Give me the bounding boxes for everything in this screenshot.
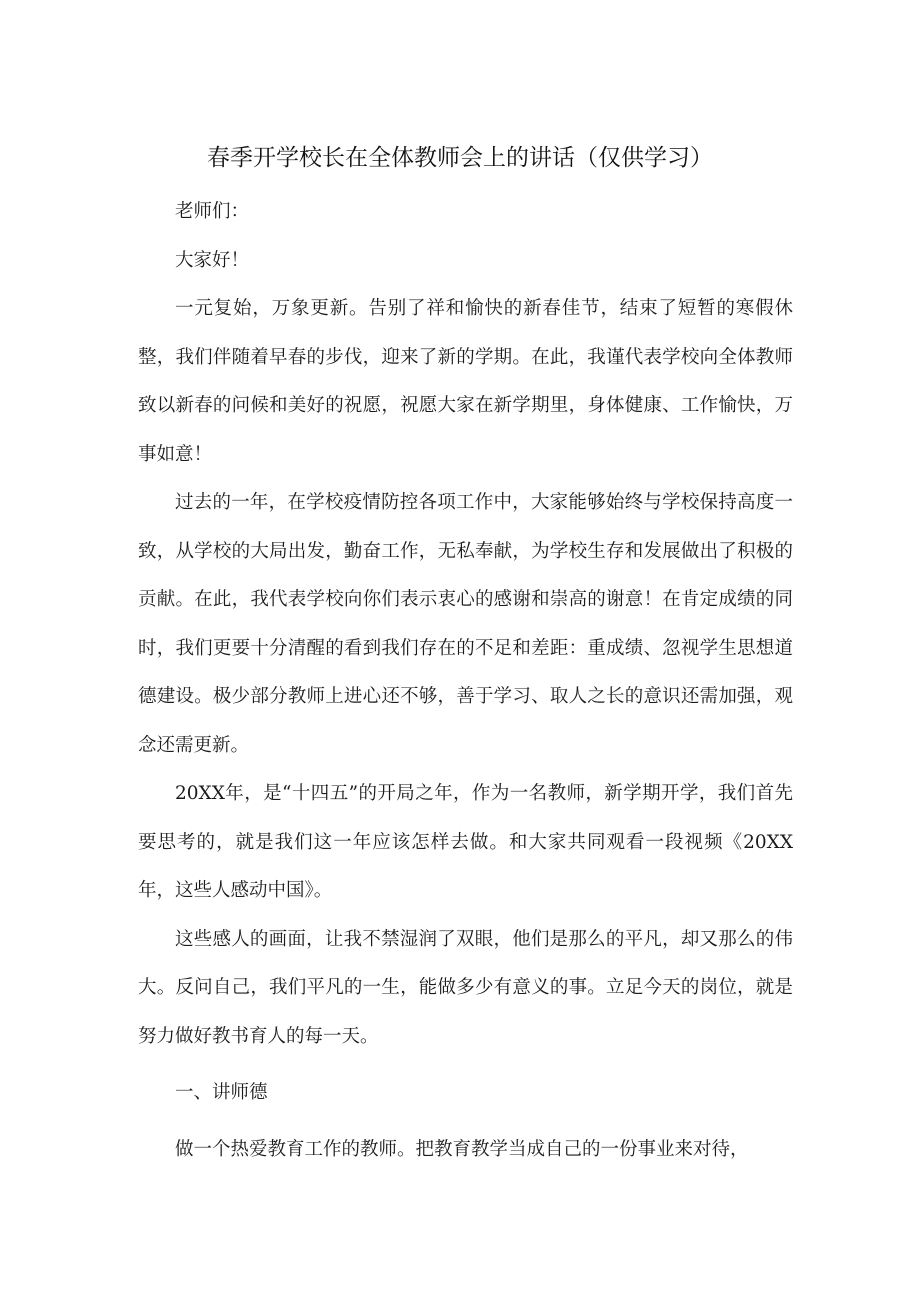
document-body (138, 188, 793, 1174)
paragraph-3: 20XX年，是“十四五”的开局之年，作为一名教师，新学期开学，我们首先要思考的，就是我们这一年应该怎样去做。和大家共同观看一段视频《20XX年，这些人感动中国》。 (138, 783, 793, 901)
paragraph-2: 过去的一年，在学校疫情防控各项工作中，大家能够始终与学校保持高度一致，从学校的大局出发，勤奋工作，无私奉献，为学校生存和发展做出了积极的贡献。在此，我代表学校向你们表示衷心的感谢和崇高的谢意！在肯定成绩的同时，我们更要十分清醒的看到我们存在的不足和差距：重成绩、忽视学生思想道德建设。极少部分教师上进心还不够，善于学习、取人之长的意识还需加强，观念还需更新。 (138, 492, 793, 756)
document-title: 春季开学校长在全体教师会上的讲话（仅供学习） (207, 145, 713, 171)
paragraph-1: 一元复始，万象更新。告别了祥和愉快的新春佳节，结束了短暂的寒假休整，我们伴随着早春的步伐，迎来了新的学期。在此，我谨代表学校向全体教师致以新春的问候和美好的祝愿，祝愿大家在新学期里，身体健康、工作愉快，万事如意！ (138, 298, 793, 465)
paragraph-4: 这些感人的画面，让我不禁湿润了双眼，他们是那么的平凡，却又那么的伟大。反问自己，我们平凡的一生，能做多少有意义的事。立足今天的岗位，就是努力做好教书育人的每一天。 (138, 928, 793, 1047)
section-heading: 一、讲师德 (175, 1082, 268, 1103)
salutation: 老师们： (175, 201, 250, 222)
section-paragraph: 做一个热爱教育工作的教师。把教育教学当成自己的一份事业来对待， (175, 1138, 749, 1160)
greeting: 大家好！ (175, 249, 250, 271)
